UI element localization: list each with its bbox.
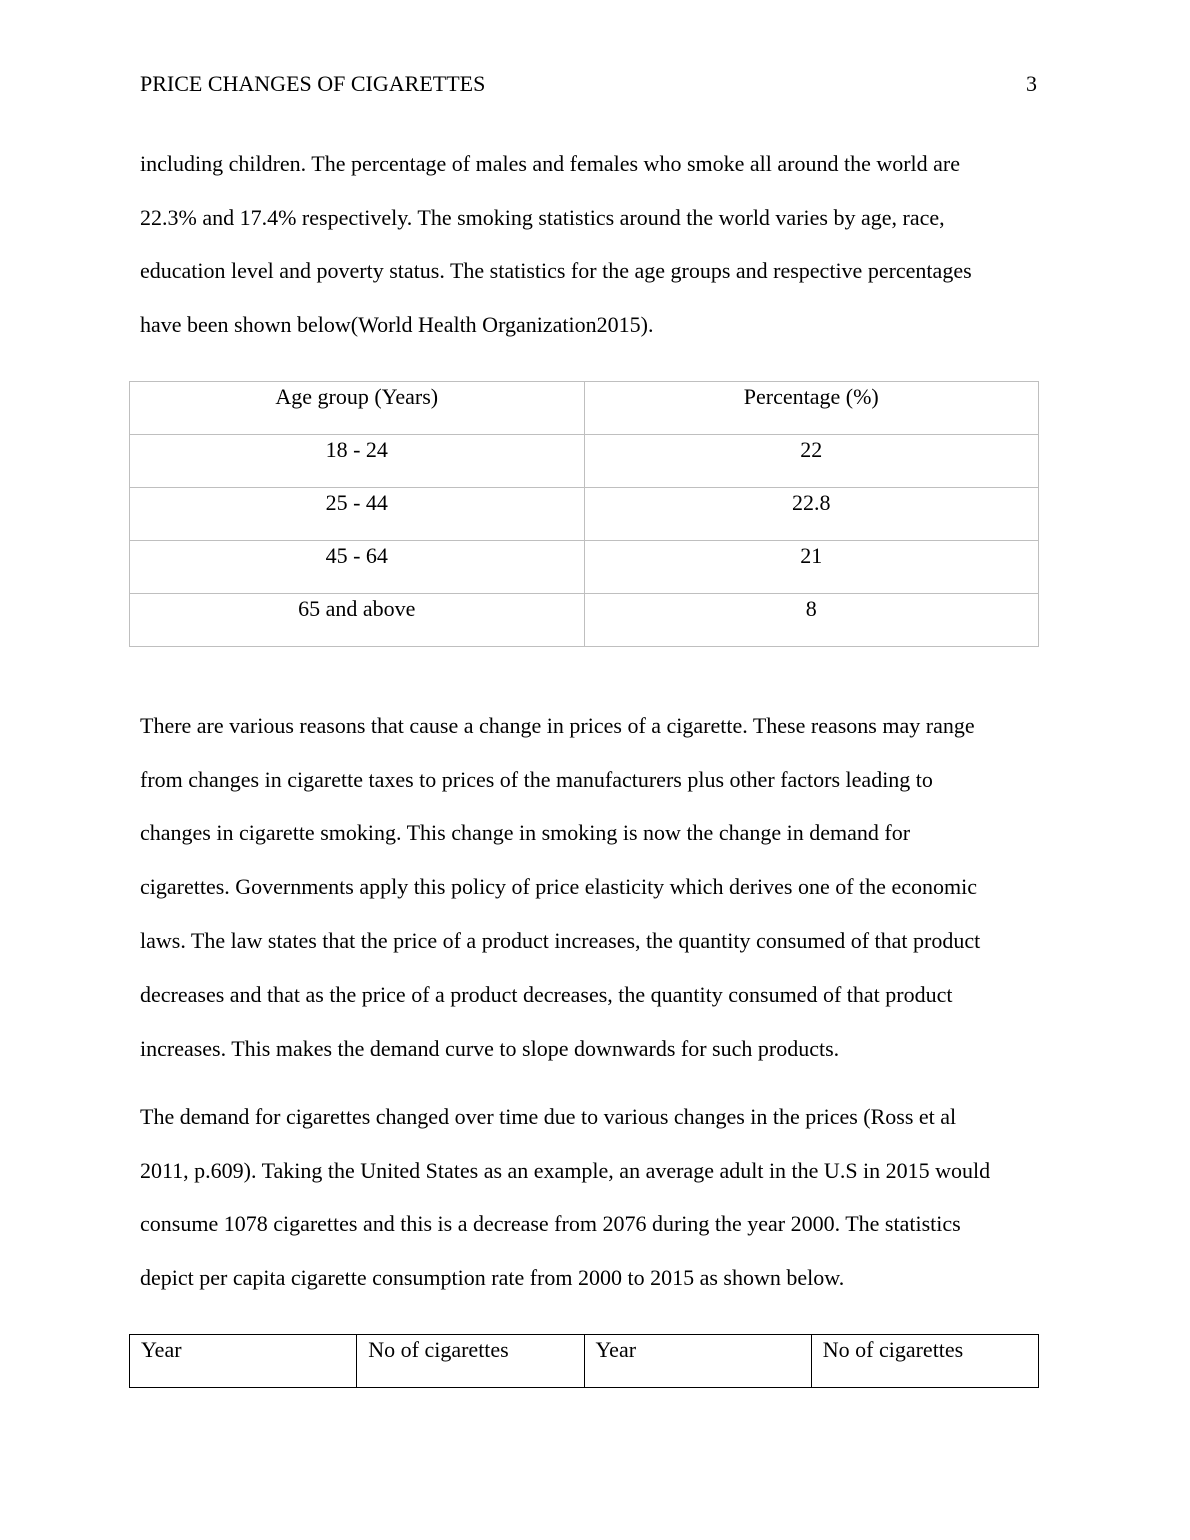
paragraph-line: have been shown below(World Health Organization2015). (140, 312, 654, 337)
table-cell: 18 - 24 (130, 435, 585, 488)
table-cell: 45 - 64 (130, 541, 585, 594)
table-header-cell: Year (584, 1335, 811, 1388)
paragraph-line: increases. This makes the demand curve to slope downwards for such products. (140, 1036, 840, 1061)
paragraph-line: laws. The law states that the price of a product increases, the quantity consumed of that product (140, 928, 981, 953)
cigarette-consumption-table (129, 1334, 1039, 1388)
table-cell: 8 (584, 594, 1039, 647)
table-header-cell: Year (130, 1335, 357, 1388)
page-number: 3 (1026, 71, 1037, 96)
running-header-title: PRICE CHANGES OF CIGARETTES (140, 71, 486, 96)
paragraph-line: There are various reasons that cause a change in prices of a cigarette. These reasons may range (140, 713, 975, 738)
table-cell: 21 (584, 541, 1039, 594)
paragraph-line: The demand for cigarettes changed over time due to various changes in the prices (Ross et al (140, 1104, 957, 1129)
table-cell: 22.8 (584, 488, 1039, 541)
table-row (130, 594, 1039, 647)
table-row (130, 541, 1039, 594)
paragraph-line: 22.3% and 17.4% respectively. The smoking statistics around the world varies by age, race, (140, 205, 945, 230)
paragraph-line: consume 1078 cigarettes and this is a decrease from 2076 during the year 2000. The statistics (140, 1211, 961, 1236)
table-cell: 22 (584, 435, 1039, 488)
table-cell: 25 - 44 (130, 488, 585, 541)
paragraph-line: cigarettes. Governments apply this policy of price elasticity which derives one of the economic (140, 874, 977, 899)
table-cell: 65 and above (130, 594, 585, 647)
paragraph-line: changes in cigarette smoking. This change in smoking is now the change in demand for (140, 820, 911, 845)
paragraph-line: 2011, p.609). Taking the United States as an example, an average adult in the U.S in 2015 would (140, 1158, 991, 1183)
table-header-row (130, 1335, 1039, 1388)
table-header-cell: No of cigarettes (357, 1335, 584, 1388)
paragraph-line: depict per capita cigarette consumption rate from 2000 to 2015 as shown below. (140, 1265, 845, 1290)
table-header-cell: Age group (Years) (130, 382, 585, 435)
age-group-table (129, 381, 1039, 647)
table-header-cell: No of cigarettes (811, 1335, 1038, 1388)
paragraph-line: decreases and that as the price of a product decreases, the quantity consumed of that product (140, 982, 953, 1007)
paragraph-line: education level and poverty status. The statistics for the age groups and respective percentages (140, 258, 972, 283)
paragraph-line: from changes in cigarette taxes to prices of the manufacturers plus other factors leading to (140, 767, 933, 792)
table-header-cell: Percentage (%) (584, 382, 1039, 435)
table-header-row (130, 382, 1039, 435)
table-row (130, 488, 1039, 541)
table-row (130, 435, 1039, 488)
paragraph-line: including children. The percentage of males and females who smoke all around the world are (140, 151, 961, 176)
